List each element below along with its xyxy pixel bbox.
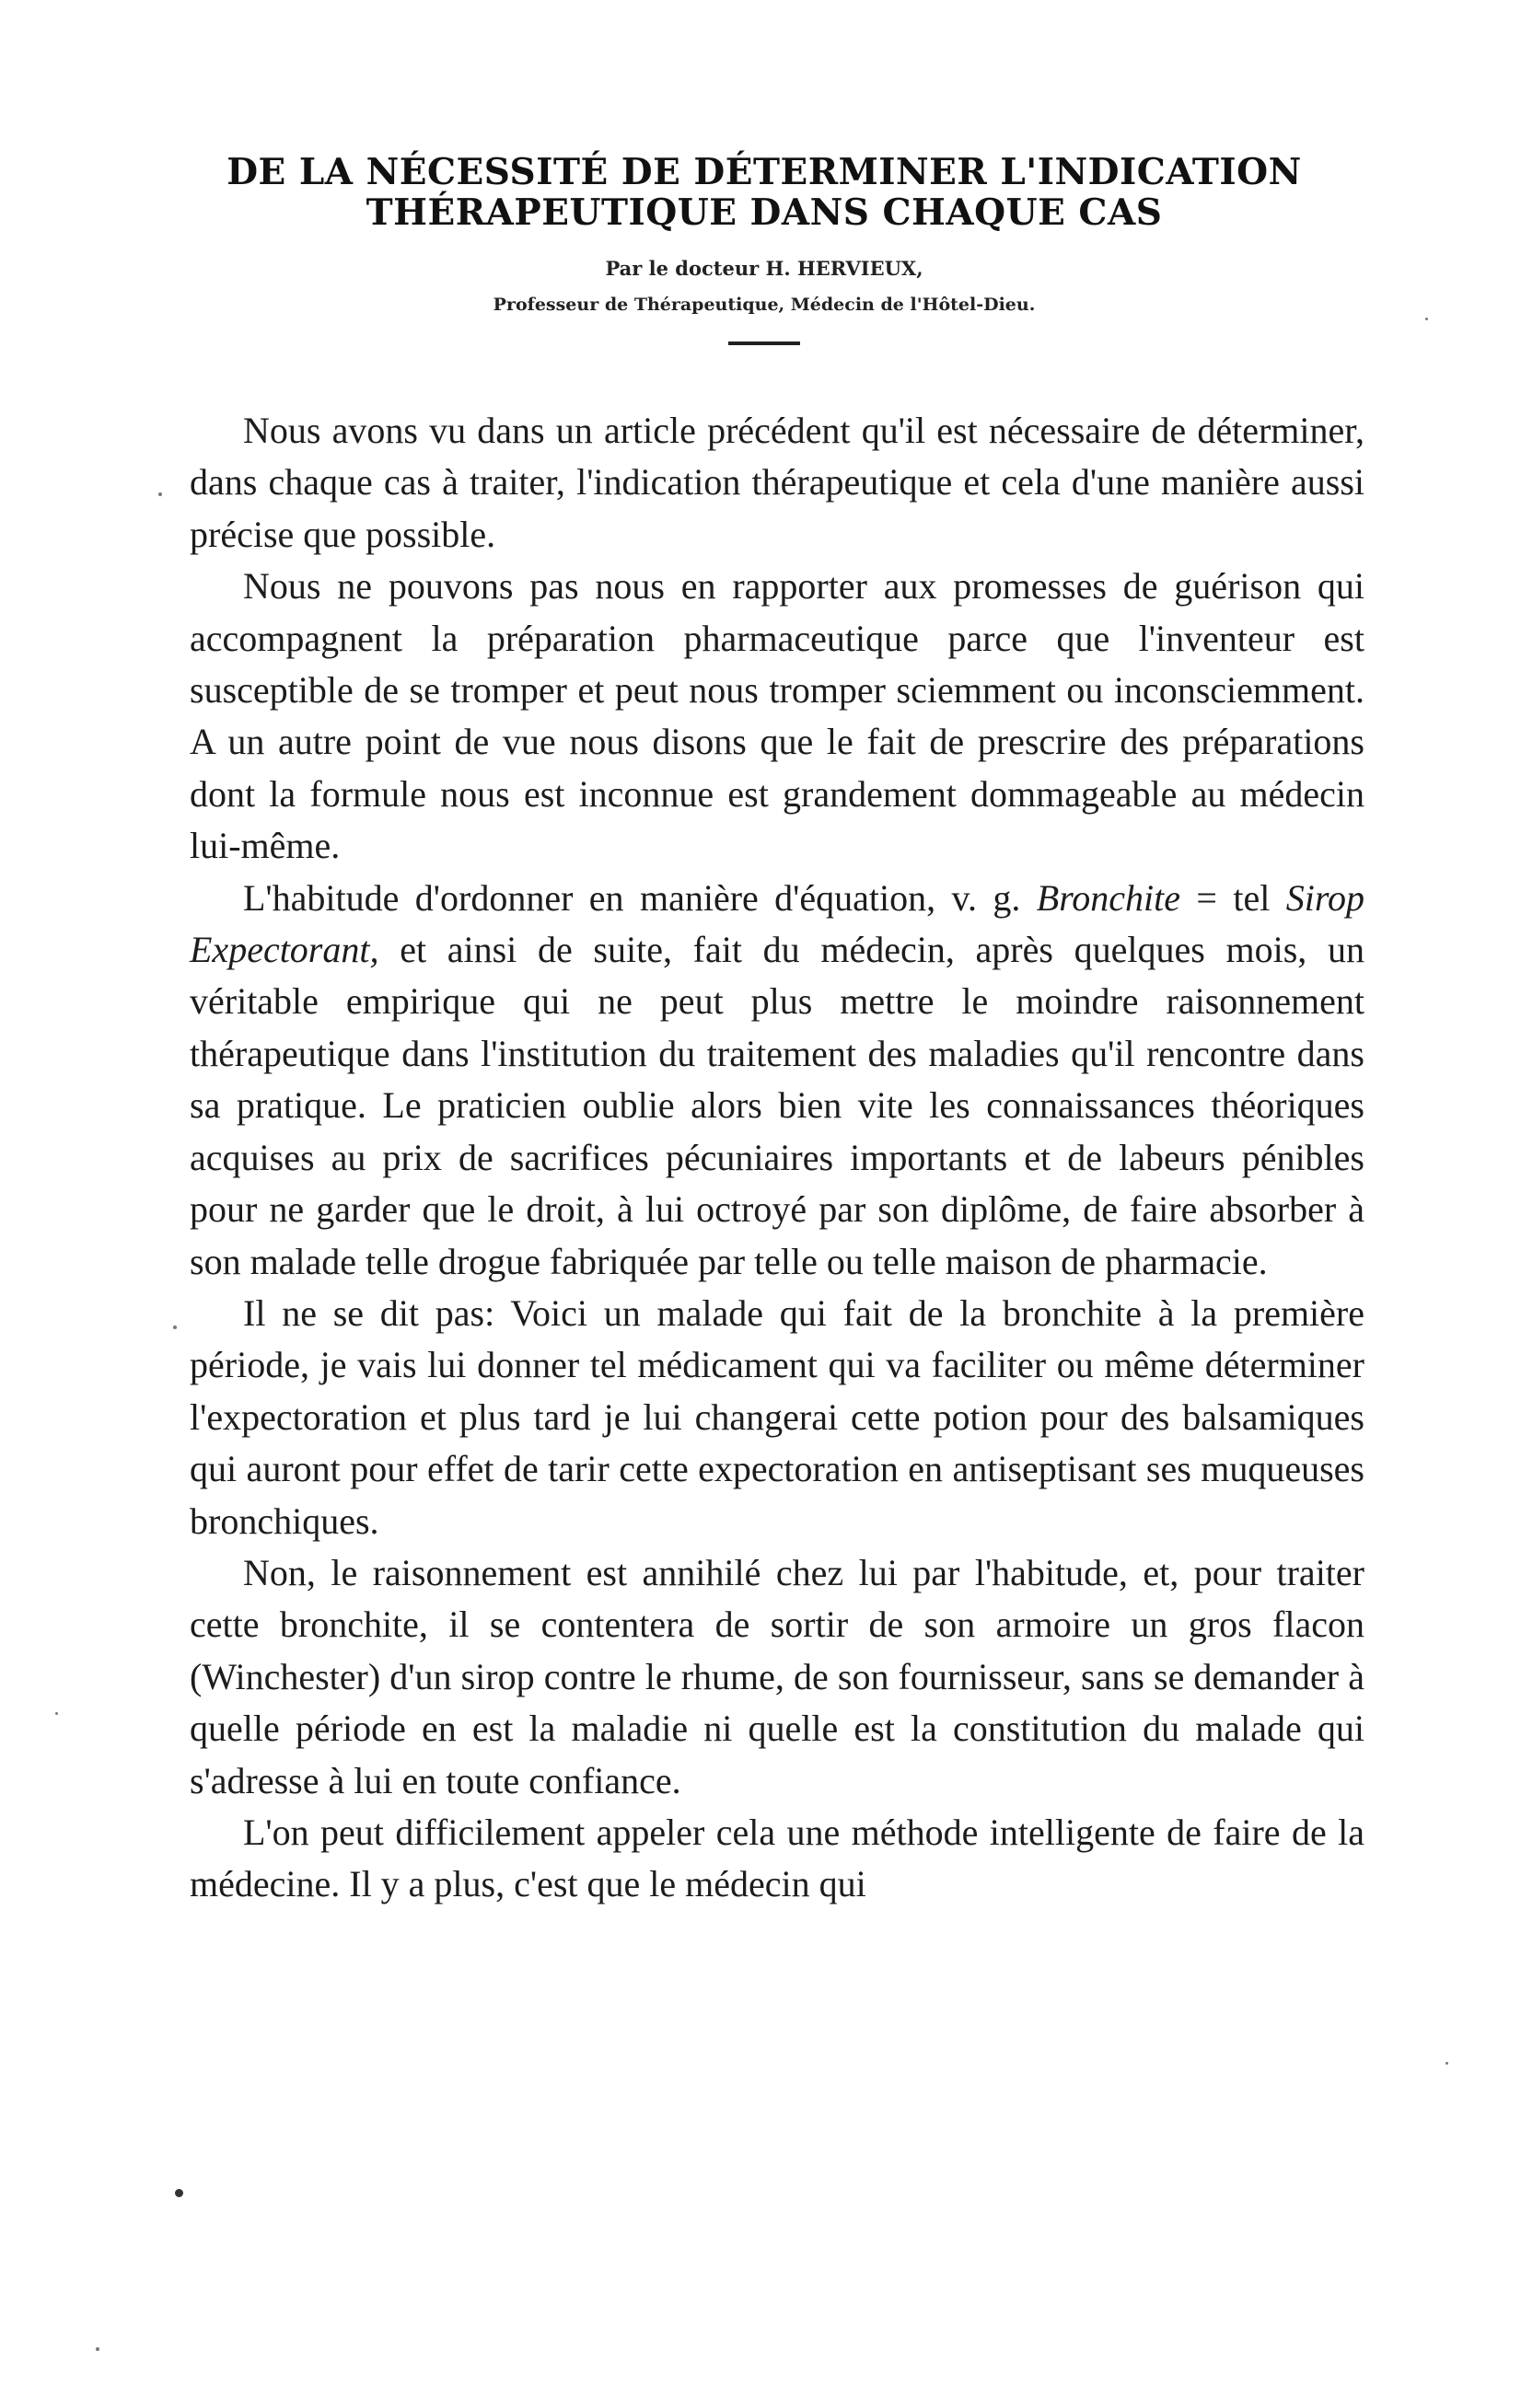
author-role: Professeur de Thérapeutique, Médecin de l'Hôtel-Dieu. <box>493 295 1036 315</box>
scan-speck <box>175 2189 183 2197</box>
scan-speck <box>55 1712 58 1715</box>
title-line-1: DE LA NÉCESSITÉ DE DÉTERMINER L'INDICATION <box>226 151 1302 193</box>
scan-speck <box>96 2347 99 2351</box>
scan-speck <box>1446 2062 1448 2065</box>
title-separator-rule <box>728 342 800 345</box>
paragraph-1: Nous avons vu dans un article précédent qu'il est nécessaire de déterminer, dans chaque cas à traiter, l'indication thérapeutique et cela d'une manière aussi précise que possible. <box>190 410 1364 555</box>
author-line: Par le docteur H. HERVIEUX, <box>605 257 923 280</box>
paragraph-3 <box>190 873 1364 1288</box>
paragraph-4: Il ne se dit pas: Voici un malade qui fait de la bronchite à la première période, je vais lui donner tel médicament qui va faciliter ou même déterminer l'expectoration et plus tard je lui changerai cette potion pour des balsamiques qui auront pour effet de tarir cette expectoration en antiseptisant ses muqueuses bronchiques. <box>190 1291 1364 1542</box>
paragraph-3-text-middle: = tel <box>1180 876 1286 919</box>
title-line-2: THÉRAPEUTIQUE DANS CHAQUE CAS <box>366 191 1163 234</box>
scan-speck <box>173 1326 177 1329</box>
paragraph-2: Nous ne pouvons pas nous en rapporter aux promesses de guérison qui accompagnent la préparation pharmaceutique parce que l'inventeur est susceptible de se tromper et peut nous tromper sciemment ou inconsciemment. A un autre point de vue nous disons que le fait de prescrire des préparations dont la formule nous est inconnue est grandement dommageable au médecin lui-même. <box>190 565 1364 867</box>
article-header <box>184 152 1344 345</box>
article-body <box>190 405 1364 1911</box>
paragraph-3-text-before: L'habitude d'ordonner en manière d'équation, v. g. <box>243 876 1037 919</box>
paragraph-6: L'on peut difficilement appeler cela une méthode intelligente de faire de la médecine. Il y a plus, c'est que le médecin qui <box>190 1811 1364 1905</box>
article-title <box>184 152 1344 233</box>
paragraph-5: Non, le raisonnement est annihilé chez lui par l'habitude, et, pour traiter cette bronchite, il se contentera de sortir de son armoire un gros flacon (Winchester) d'un sirop contre le rhume, de son fournisseur, sans se demander à quelle période en est la maladie ni quelle est la constitution du malade qui s'adresse à lui en toute confiance. <box>190 1551 1364 1801</box>
paragraph-3-text-after: et ainsi de suite, fait du médecin, après quelques mois, un véritable empirique qui ne peut plus mettre le moindre raisonnement thérapeutique dans l'institution du traitement des maladies qu'il rencontre dans sa pratique. Le praticien oublie alors bien vite les connaissances théoriques acquises au prix de sacrifices pécuniaires importants et de labeurs pénibles pour ne garder que le droit, à lui octroyé par son diplôme, de faire absorber à son malade telle drogue fabriquée par telle ou telle maison de pharmacie. <box>190 929 1364 1282</box>
paragraph-3-italic-sirop: Sirop Expectorant, <box>190 876 1364 971</box>
paragraph-3-italic-bronchite: Bronchite <box>1036 876 1181 919</box>
scan-speck <box>158 492 162 496</box>
scan-speck <box>1425 318 1428 320</box>
